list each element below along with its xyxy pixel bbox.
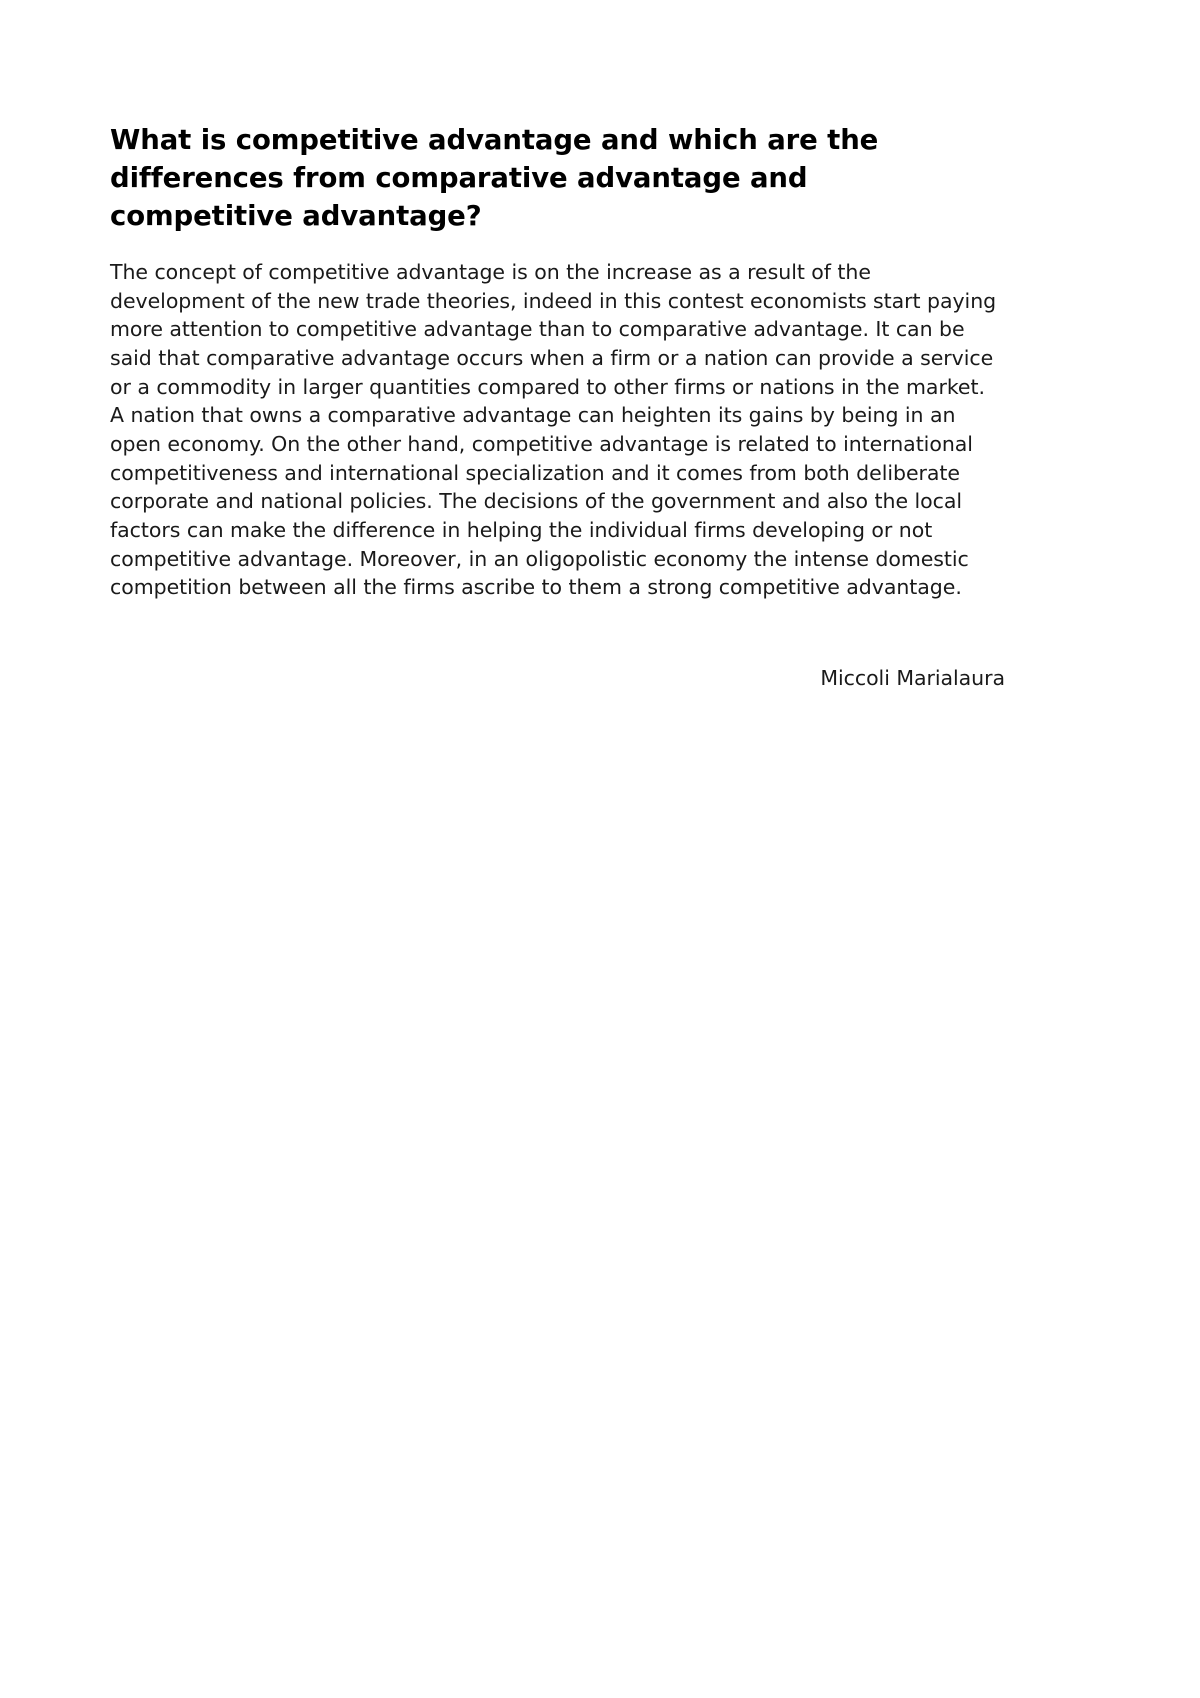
document-content <box>110 122 1005 693</box>
author-signature: Miccoli Marialaura <box>820 666 1005 691</box>
signature-block <box>110 664 1007 693</box>
page-title: What is competitive advantage and which are the differences from comparative advantage and competitive advantage? <box>110 124 879 232</box>
body-paragraph: The concept of competitive advantage is on the increase as a result of the development of the new trade theories, indeed in this contest economists start paying more attention to competitive advantage than to comparative advantage. It can be said that comparative advantage occurs when a firm or a nation can provide a service or a commodity in larger quantities compared to other firms or nations in the market. A nation that owns a comparative advantage can heighten its gains by being in an open economy. On the other hand, competitive advantage is related to international competitiveness and international specialization and it comes from both deliberate corporate and national policies. The decisions of the government and also the local factors can make the difference in helping the individual firms developing or not competitive advantage. Moreover, in an oligopolistic economy the intense domestic competition between all the firms ascribe to them a strong competitive advantage. <box>110 259 997 600</box>
